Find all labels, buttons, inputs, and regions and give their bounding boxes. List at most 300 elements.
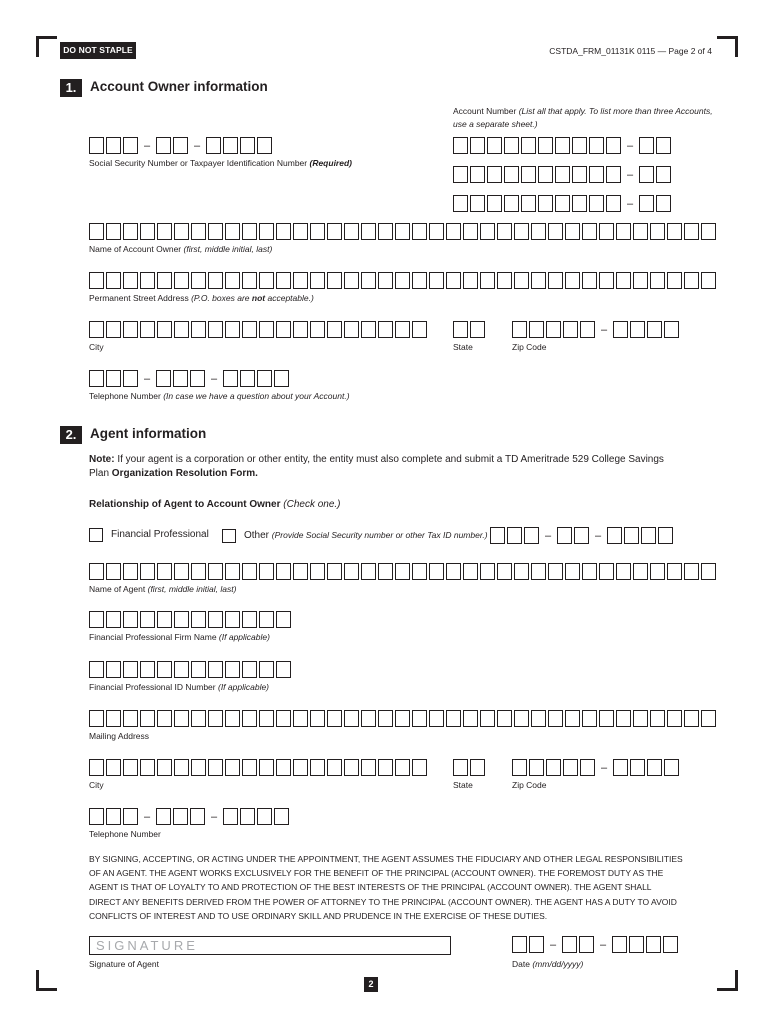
character-box[interactable] bbox=[514, 710, 529, 727]
character-box[interactable] bbox=[446, 223, 461, 240]
character-box[interactable] bbox=[276, 759, 291, 776]
character-box[interactable] bbox=[327, 223, 342, 240]
character-box[interactable] bbox=[453, 137, 468, 154]
character-box[interactable] bbox=[157, 611, 172, 628]
character-box[interactable] bbox=[259, 272, 274, 289]
character-box[interactable] bbox=[123, 563, 138, 580]
character-box[interactable] bbox=[89, 272, 104, 289]
character-box[interactable] bbox=[512, 321, 527, 338]
character-box[interactable] bbox=[223, 808, 238, 825]
character-box[interactable] bbox=[582, 223, 597, 240]
agent-zip-field[interactable] bbox=[512, 758, 681, 777]
character-box[interactable] bbox=[157, 223, 172, 240]
character-box[interactable] bbox=[639, 137, 654, 154]
character-box[interactable] bbox=[512, 936, 527, 953]
character-box[interactable] bbox=[106, 223, 121, 240]
character-box[interactable] bbox=[656, 195, 671, 212]
character-box[interactable] bbox=[555, 137, 570, 154]
character-box[interactable] bbox=[344, 563, 359, 580]
character-box[interactable] bbox=[225, 272, 240, 289]
character-box[interactable] bbox=[633, 223, 648, 240]
character-box[interactable] bbox=[546, 321, 561, 338]
character-box[interactable] bbox=[667, 223, 682, 240]
character-box[interactable] bbox=[378, 563, 393, 580]
character-box[interactable] bbox=[208, 563, 223, 580]
character-box[interactable] bbox=[242, 710, 257, 727]
character-box[interactable] bbox=[208, 759, 223, 776]
character-box[interactable] bbox=[174, 661, 189, 678]
character-box[interactable] bbox=[208, 710, 223, 727]
agent-state-field[interactable] bbox=[453, 758, 487, 777]
character-box[interactable] bbox=[157, 272, 172, 289]
character-box[interactable] bbox=[521, 195, 536, 212]
character-box[interactable] bbox=[579, 936, 594, 953]
character-box[interactable] bbox=[106, 808, 121, 825]
character-box[interactable] bbox=[487, 195, 502, 212]
character-box[interactable] bbox=[641, 527, 656, 544]
character-box[interactable] bbox=[140, 223, 155, 240]
character-box[interactable] bbox=[123, 272, 138, 289]
character-box[interactable] bbox=[225, 661, 240, 678]
character-box[interactable] bbox=[629, 936, 644, 953]
character-box[interactable] bbox=[327, 272, 342, 289]
character-box[interactable] bbox=[276, 223, 291, 240]
character-box[interactable] bbox=[344, 759, 359, 776]
character-box[interactable] bbox=[123, 759, 138, 776]
character-box[interactable] bbox=[548, 272, 563, 289]
agent-telephone-field[interactable] bbox=[89, 807, 291, 826]
character-box[interactable] bbox=[514, 272, 529, 289]
character-box[interactable] bbox=[174, 759, 189, 776]
character-box[interactable] bbox=[310, 272, 325, 289]
character-box[interactable] bbox=[497, 272, 512, 289]
character-box[interactable] bbox=[504, 166, 519, 183]
character-box[interactable] bbox=[480, 710, 495, 727]
character-box[interactable] bbox=[616, 223, 631, 240]
character-box[interactable] bbox=[624, 527, 639, 544]
character-box[interactable] bbox=[293, 710, 308, 727]
character-box[interactable] bbox=[684, 272, 699, 289]
character-box[interactable] bbox=[514, 563, 529, 580]
character-box[interactable] bbox=[276, 563, 291, 580]
character-box[interactable] bbox=[572, 137, 587, 154]
character-box[interactable] bbox=[106, 710, 121, 727]
character-box[interactable] bbox=[157, 321, 172, 338]
character-box[interactable] bbox=[531, 563, 546, 580]
character-box[interactable] bbox=[497, 223, 512, 240]
character-box[interactable] bbox=[242, 223, 257, 240]
character-box[interactable] bbox=[140, 611, 155, 628]
character-box[interactable] bbox=[395, 223, 410, 240]
character-box[interactable] bbox=[701, 272, 716, 289]
character-box[interactable] bbox=[293, 563, 308, 580]
character-box[interactable] bbox=[633, 272, 648, 289]
character-box[interactable] bbox=[123, 710, 138, 727]
character-box[interactable] bbox=[572, 195, 587, 212]
character-box[interactable] bbox=[630, 759, 645, 776]
character-box[interactable] bbox=[463, 710, 478, 727]
signature-field[interactable] bbox=[89, 936, 451, 955]
character-box[interactable] bbox=[123, 808, 138, 825]
character-box[interactable] bbox=[395, 272, 410, 289]
character-box[interactable] bbox=[563, 321, 578, 338]
character-box[interactable] bbox=[582, 563, 597, 580]
character-box[interactable] bbox=[310, 710, 325, 727]
character-box[interactable] bbox=[157, 661, 172, 678]
character-box[interactable] bbox=[123, 321, 138, 338]
character-box[interactable] bbox=[344, 321, 359, 338]
financial-professional-checkbox[interactable] bbox=[89, 528, 103, 542]
character-box[interactable] bbox=[174, 321, 189, 338]
character-box[interactable] bbox=[607, 527, 622, 544]
character-box[interactable] bbox=[259, 223, 274, 240]
character-box[interactable] bbox=[274, 370, 289, 387]
character-box[interactable] bbox=[106, 661, 121, 678]
character-box[interactable] bbox=[140, 710, 155, 727]
character-box[interactable] bbox=[582, 710, 597, 727]
character-box[interactable] bbox=[89, 759, 104, 776]
character-box[interactable] bbox=[565, 710, 580, 727]
character-box[interactable] bbox=[521, 166, 536, 183]
character-box[interactable] bbox=[616, 710, 631, 727]
agent-name-field[interactable] bbox=[89, 562, 718, 581]
character-box[interactable] bbox=[242, 563, 257, 580]
character-box[interactable] bbox=[259, 563, 274, 580]
character-box[interactable] bbox=[606, 195, 621, 212]
character-box[interactable] bbox=[650, 563, 665, 580]
character-box[interactable] bbox=[156, 808, 171, 825]
character-box[interactable] bbox=[259, 321, 274, 338]
character-box[interactable] bbox=[259, 661, 274, 678]
character-box[interactable] bbox=[240, 808, 255, 825]
character-box[interactable] bbox=[701, 223, 716, 240]
character-box[interactable] bbox=[361, 223, 376, 240]
option-other[interactable] bbox=[222, 528, 488, 543]
character-box[interactable] bbox=[667, 710, 682, 727]
character-box[interactable] bbox=[606, 166, 621, 183]
character-box[interactable] bbox=[548, 710, 563, 727]
character-box[interactable] bbox=[206, 137, 221, 154]
character-box[interactable] bbox=[140, 321, 155, 338]
character-box[interactable] bbox=[630, 321, 645, 338]
character-box[interactable] bbox=[190, 808, 205, 825]
character-box[interactable] bbox=[242, 611, 257, 628]
character-box[interactable] bbox=[106, 321, 121, 338]
character-box[interactable] bbox=[664, 321, 679, 338]
character-box[interactable] bbox=[191, 272, 206, 289]
character-box[interactable] bbox=[191, 223, 206, 240]
character-box[interactable] bbox=[574, 527, 589, 544]
character-box[interactable] bbox=[639, 166, 654, 183]
character-box[interactable] bbox=[240, 370, 255, 387]
character-box[interactable] bbox=[599, 563, 614, 580]
character-box[interactable] bbox=[242, 661, 257, 678]
character-box[interactable] bbox=[701, 563, 716, 580]
character-box[interactable] bbox=[580, 759, 595, 776]
character-box[interactable] bbox=[89, 710, 104, 727]
character-box[interactable] bbox=[531, 272, 546, 289]
character-box[interactable] bbox=[514, 223, 529, 240]
date-field[interactable] bbox=[512, 935, 680, 954]
character-box[interactable] bbox=[174, 611, 189, 628]
character-box[interactable] bbox=[274, 808, 289, 825]
character-box[interactable] bbox=[191, 321, 206, 338]
character-box[interactable] bbox=[565, 272, 580, 289]
character-box[interactable] bbox=[344, 710, 359, 727]
character-box[interactable] bbox=[89, 808, 104, 825]
character-box[interactable] bbox=[89, 611, 104, 628]
character-box[interactable] bbox=[599, 710, 614, 727]
character-box[interactable] bbox=[633, 710, 648, 727]
character-box[interactable] bbox=[563, 759, 578, 776]
character-box[interactable] bbox=[490, 527, 505, 544]
character-box[interactable] bbox=[589, 137, 604, 154]
character-box[interactable] bbox=[106, 611, 121, 628]
character-box[interactable] bbox=[663, 936, 678, 953]
character-box[interactable] bbox=[140, 563, 155, 580]
character-box[interactable] bbox=[361, 321, 376, 338]
character-box[interactable] bbox=[106, 759, 121, 776]
character-box[interactable] bbox=[497, 563, 512, 580]
character-box[interactable] bbox=[378, 223, 393, 240]
character-box[interactable] bbox=[173, 137, 188, 154]
street-address-field[interactable] bbox=[89, 271, 718, 290]
character-box[interactable] bbox=[140, 759, 155, 776]
fp-id-field[interactable] bbox=[89, 660, 293, 679]
character-box[interactable] bbox=[507, 527, 522, 544]
character-box[interactable] bbox=[395, 563, 410, 580]
character-box[interactable] bbox=[446, 563, 461, 580]
character-box[interactable] bbox=[242, 272, 257, 289]
agent-city-field[interactable] bbox=[89, 758, 429, 777]
character-box[interactable] bbox=[208, 611, 223, 628]
character-box[interactable] bbox=[378, 321, 393, 338]
account-number-field-3[interactable] bbox=[453, 194, 673, 213]
character-box[interactable] bbox=[191, 710, 206, 727]
mailing-address-field[interactable] bbox=[89, 709, 718, 728]
character-box[interactable] bbox=[599, 223, 614, 240]
character-box[interactable] bbox=[259, 759, 274, 776]
character-box[interactable] bbox=[555, 166, 570, 183]
character-box[interactable] bbox=[123, 223, 138, 240]
character-box[interactable] bbox=[344, 223, 359, 240]
character-box[interactable] bbox=[658, 527, 673, 544]
character-box[interactable] bbox=[446, 272, 461, 289]
character-box[interactable] bbox=[174, 272, 189, 289]
character-box[interactable] bbox=[538, 195, 553, 212]
character-box[interactable] bbox=[208, 321, 223, 338]
character-box[interactable] bbox=[412, 223, 427, 240]
character-box[interactable] bbox=[173, 370, 188, 387]
character-box[interactable] bbox=[225, 759, 240, 776]
character-box[interactable] bbox=[242, 759, 257, 776]
character-box[interactable] bbox=[395, 710, 410, 727]
character-box[interactable] bbox=[548, 223, 563, 240]
character-box[interactable] bbox=[89, 223, 104, 240]
character-box[interactable] bbox=[538, 137, 553, 154]
character-box[interactable] bbox=[555, 195, 570, 212]
character-box[interactable] bbox=[531, 710, 546, 727]
character-box[interactable] bbox=[223, 137, 238, 154]
character-box[interactable] bbox=[106, 370, 121, 387]
character-box[interactable] bbox=[684, 710, 699, 727]
character-box[interactable] bbox=[293, 321, 308, 338]
character-box[interactable] bbox=[429, 563, 444, 580]
account-number-field-1[interactable] bbox=[453, 136, 673, 155]
character-box[interactable] bbox=[123, 370, 138, 387]
firm-name-field[interactable] bbox=[89, 610, 293, 629]
character-box[interactable] bbox=[361, 710, 376, 727]
character-box[interactable] bbox=[344, 272, 359, 289]
character-box[interactable] bbox=[361, 759, 376, 776]
character-box[interactable] bbox=[580, 321, 595, 338]
character-box[interactable] bbox=[191, 611, 206, 628]
character-box[interactable] bbox=[480, 272, 495, 289]
character-box[interactable] bbox=[310, 321, 325, 338]
character-box[interactable] bbox=[89, 370, 104, 387]
character-box[interactable] bbox=[647, 759, 662, 776]
character-box[interactable] bbox=[613, 321, 628, 338]
character-box[interactable] bbox=[293, 272, 308, 289]
character-box[interactable] bbox=[361, 272, 376, 289]
character-box[interactable] bbox=[646, 936, 661, 953]
character-box[interactable] bbox=[191, 563, 206, 580]
character-box[interactable] bbox=[157, 563, 172, 580]
character-box[interactable] bbox=[327, 759, 342, 776]
character-box[interactable] bbox=[225, 321, 240, 338]
character-box[interactable] bbox=[257, 137, 272, 154]
character-box[interactable] bbox=[463, 563, 478, 580]
character-box[interactable] bbox=[293, 759, 308, 776]
character-box[interactable] bbox=[123, 611, 138, 628]
character-box[interactable] bbox=[412, 759, 427, 776]
character-box[interactable] bbox=[361, 563, 376, 580]
character-box[interactable] bbox=[208, 223, 223, 240]
character-box[interactable] bbox=[562, 936, 577, 953]
character-box[interactable] bbox=[257, 370, 272, 387]
character-box[interactable] bbox=[190, 370, 205, 387]
character-box[interactable] bbox=[174, 563, 189, 580]
character-box[interactable] bbox=[412, 563, 427, 580]
character-box[interactable] bbox=[106, 137, 121, 154]
character-box[interactable] bbox=[463, 223, 478, 240]
character-box[interactable] bbox=[327, 563, 342, 580]
account-number-field-2[interactable] bbox=[453, 165, 673, 184]
character-box[interactable] bbox=[327, 710, 342, 727]
character-box[interactable] bbox=[429, 272, 444, 289]
other-tax-id-field[interactable] bbox=[490, 526, 675, 545]
state-field[interactable] bbox=[453, 320, 487, 339]
character-box[interactable] bbox=[633, 563, 648, 580]
character-box[interactable] bbox=[276, 321, 291, 338]
character-box[interactable] bbox=[589, 195, 604, 212]
character-box[interactable] bbox=[225, 611, 240, 628]
character-box[interactable] bbox=[480, 563, 495, 580]
character-box[interactable] bbox=[504, 137, 519, 154]
character-box[interactable] bbox=[257, 808, 272, 825]
character-box[interactable] bbox=[480, 223, 495, 240]
character-box[interactable] bbox=[156, 370, 171, 387]
character-box[interactable] bbox=[89, 137, 104, 154]
character-box[interactable] bbox=[582, 272, 597, 289]
character-box[interactable] bbox=[378, 272, 393, 289]
character-box[interactable] bbox=[453, 759, 468, 776]
character-box[interactable] bbox=[667, 563, 682, 580]
character-box[interactable] bbox=[327, 321, 342, 338]
character-box[interactable] bbox=[446, 710, 461, 727]
character-box[interactable] bbox=[89, 321, 104, 338]
character-box[interactable] bbox=[412, 321, 427, 338]
character-box[interactable] bbox=[310, 759, 325, 776]
character-box[interactable] bbox=[453, 166, 468, 183]
character-box[interactable] bbox=[89, 563, 104, 580]
character-box[interactable] bbox=[106, 563, 121, 580]
character-box[interactable] bbox=[259, 710, 274, 727]
character-box[interactable] bbox=[684, 563, 699, 580]
character-box[interactable] bbox=[650, 272, 665, 289]
character-box[interactable] bbox=[191, 661, 206, 678]
character-box[interactable] bbox=[470, 195, 485, 212]
character-box[interactable] bbox=[487, 166, 502, 183]
character-box[interactable] bbox=[173, 808, 188, 825]
character-box[interactable] bbox=[89, 661, 104, 678]
character-box[interactable] bbox=[395, 321, 410, 338]
character-box[interactable] bbox=[546, 759, 561, 776]
character-box[interactable] bbox=[157, 759, 172, 776]
character-box[interactable] bbox=[453, 195, 468, 212]
character-box[interactable] bbox=[106, 272, 121, 289]
character-box[interactable] bbox=[647, 321, 662, 338]
character-box[interactable] bbox=[470, 321, 485, 338]
character-box[interactable] bbox=[470, 759, 485, 776]
character-box[interactable] bbox=[656, 137, 671, 154]
character-box[interactable] bbox=[463, 272, 478, 289]
character-box[interactable] bbox=[470, 166, 485, 183]
character-box[interactable] bbox=[538, 166, 553, 183]
character-box[interactable] bbox=[650, 223, 665, 240]
character-box[interactable] bbox=[684, 223, 699, 240]
character-box[interactable] bbox=[276, 661, 291, 678]
option-financial-professional[interactable] bbox=[89, 528, 209, 542]
character-box[interactable] bbox=[310, 223, 325, 240]
character-box[interactable] bbox=[664, 759, 679, 776]
account-owner-name-field[interactable] bbox=[89, 222, 718, 241]
character-box[interactable] bbox=[531, 223, 546, 240]
character-box[interactable] bbox=[395, 759, 410, 776]
character-box[interactable] bbox=[310, 563, 325, 580]
character-box[interactable] bbox=[123, 137, 138, 154]
character-box[interactable] bbox=[223, 370, 238, 387]
character-box[interactable] bbox=[412, 710, 427, 727]
character-box[interactable] bbox=[529, 321, 544, 338]
zip-field[interactable] bbox=[512, 320, 681, 339]
character-box[interactable] bbox=[656, 166, 671, 183]
character-box[interactable] bbox=[208, 272, 223, 289]
character-box[interactable] bbox=[140, 272, 155, 289]
character-box[interactable] bbox=[276, 611, 291, 628]
character-box[interactable] bbox=[589, 166, 604, 183]
character-box[interactable] bbox=[599, 272, 614, 289]
character-box[interactable] bbox=[378, 759, 393, 776]
character-box[interactable] bbox=[174, 223, 189, 240]
character-box[interactable] bbox=[378, 710, 393, 727]
character-box[interactable] bbox=[140, 661, 155, 678]
character-box[interactable] bbox=[156, 137, 171, 154]
character-box[interactable] bbox=[612, 936, 627, 953]
character-box[interactable] bbox=[276, 710, 291, 727]
city-field[interactable] bbox=[89, 320, 429, 339]
character-box[interactable] bbox=[240, 137, 255, 154]
